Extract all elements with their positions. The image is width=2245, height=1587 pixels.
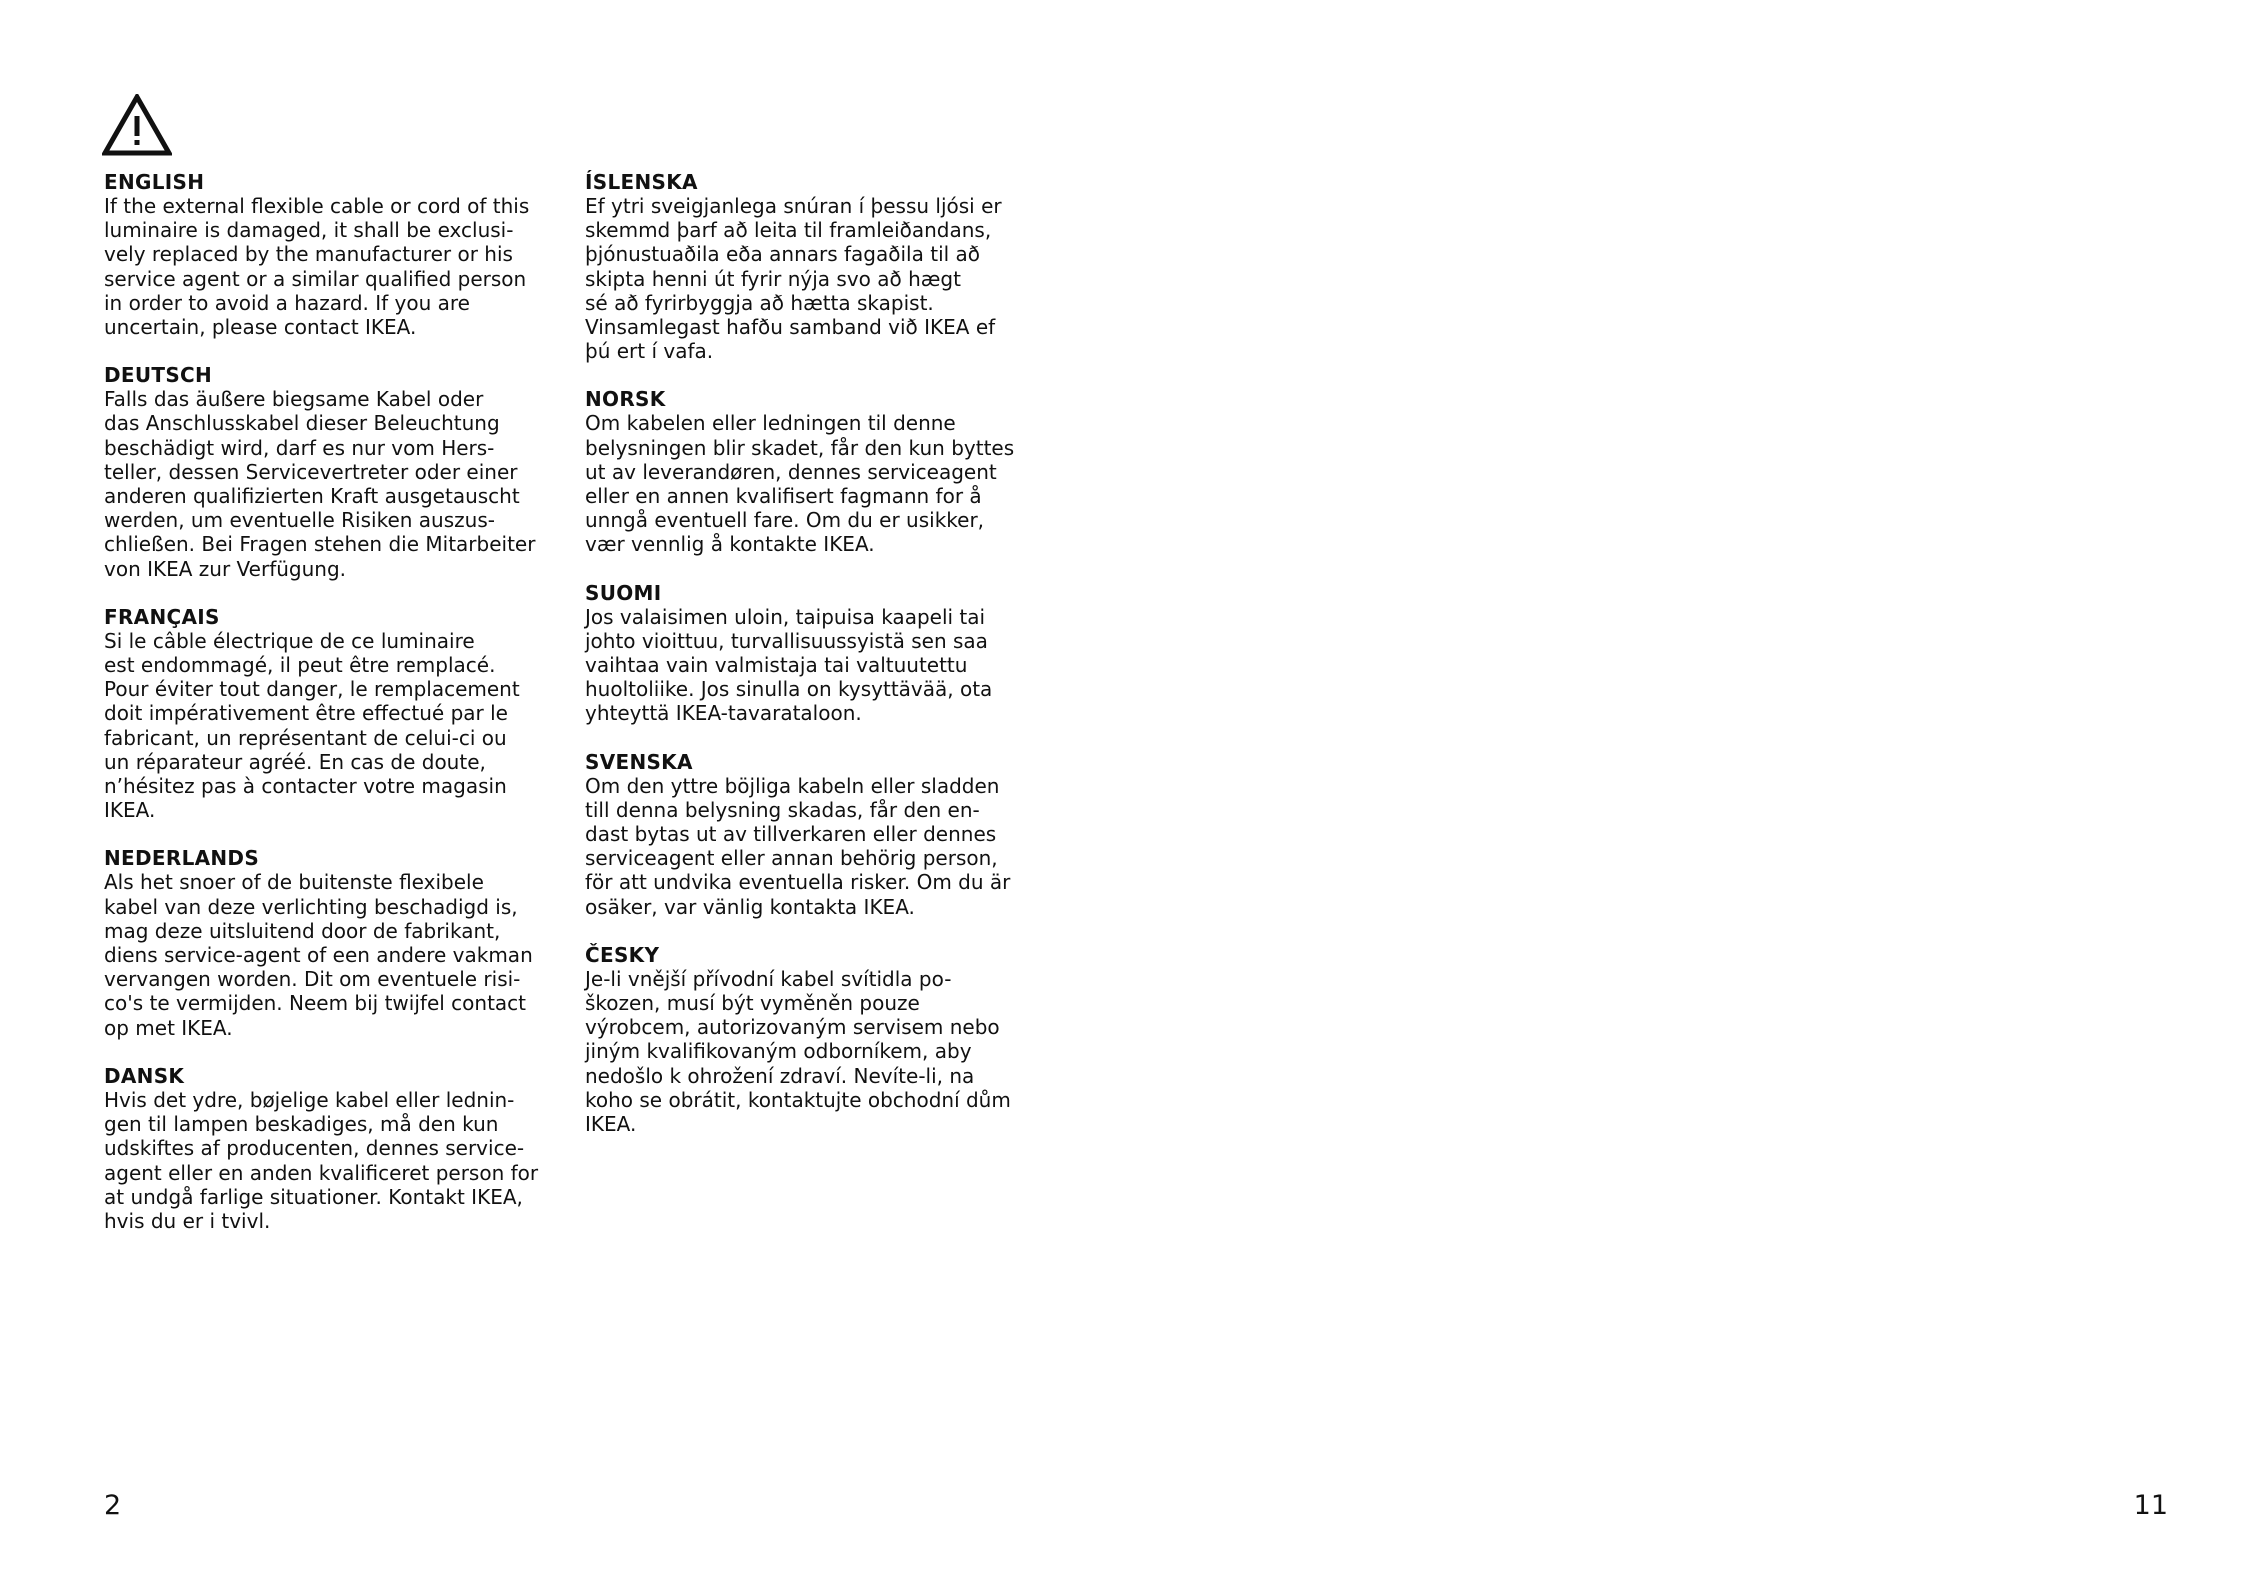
section-text: Je-li vnější přívodní kabel svítidla po- škozen, musí být vyměněn pouze výrobcem, autorizovaným servisem nebo jiným kvalifikovaným odborníkem, aby nedošlo k ohrožení zdraví. Nevíte-li, na koho se obrátit, kontaktujte obchodní dům IKEA. <box>585 966 1011 1137</box>
section-title: NORSK <box>585 387 666 412</box>
right-column <box>585 170 1045 1160</box>
section-title: ÍSLENSKA <box>585 170 698 194</box>
left-column <box>104 170 564 1257</box>
section-title: DEUTSCH <box>104 363 213 388</box>
section-title: NEDERLANDS <box>104 846 260 871</box>
section-francais <box>104 605 564 823</box>
section-title: ENGLISH <box>104 170 205 194</box>
page-number-left: 2 <box>104 1490 122 1521</box>
section-title: SVENSKA <box>585 749 693 774</box>
page-number-right: 11 <box>2133 1490 2168 1521</box>
section-english <box>104 170 564 339</box>
section-title: FRANÇAIS <box>104 604 220 629</box>
section-deutsch <box>104 363 564 581</box>
section-cesky <box>585 943 1045 1136</box>
section-nederlands <box>104 846 564 1039</box>
section-suomi <box>585 581 1045 726</box>
section-text: Om kabelen eller ledningen til denne belysningen blir skadet, får den kun byttes ut av leverandøren, dennes serviceagent eller en annen kvalifisert fagmann for å unngå eventuell fare. Om du er usikker, vær vennlig å kontakte IKEA. <box>585 411 1015 557</box>
section-text: Als het snoer of de buitenste flexibele kabel van deze verlichting beschadigd is, mag deze uitsluitend door de fabrikant, diens service-agent of een andere vakman vervangen worden. Dit om eventuele risi- co's te vermijden. Neem bij twijfel contact op met IKEA. <box>104 870 533 1040</box>
section-title: ČESKY <box>585 942 660 967</box>
section-text: Hvis det ydre, bøjelige kabel eller lednin- gen til lampen beskadiges, må den kun udskiftes af producenten, dennes service- agent eller en anden kvalificeret person for at undgå farlige situationer. Kontakt IKEA, hvis du er i tvivl. <box>104 1087 539 1233</box>
section-islenska <box>585 170 1045 363</box>
section-text: Si le câble électrique de ce luminaire est endommagé, il peut être remplacé. Pour éviter tout danger, le remplacement doit impérativement être effectué par le fabricant, un représentant de celui-ci ou un réparateur agréé. En cas de doute, n’hésitez pas à contacter votre magasin IKEA. <box>104 628 520 823</box>
section-svenska <box>585 750 1045 919</box>
warning-triangle-icon <box>102 94 172 156</box>
section-norsk <box>585 387 1045 556</box>
section-text: Jos valaisimen uloin, taipuisa kaapeli tai johto vioittuu, turvallisuussyistä sen saa vaihtaa vain valmistaja tai valtuutettu huoltoliike. Jos sinulla on kysyttävää, ota yhteyttä IKEA-tavarataloon. <box>585 604 993 726</box>
section-title: SUOMI <box>585 580 662 605</box>
section-text: If the external flexible cable or cord of this luminaire is damaged, it shall be exclusi- vely replaced by the manufacturer or his service agent or a similar qualified person in order to avoid a hazard. If you are uncertain, please contact IKEA. <box>104 194 530 340</box>
section-text: Ef ytri sveigjanlega snúran í þessu ljósi er skemmd þarf að leita til framleiðandans, þjónustuaðila eða annars fagaðila til að skipta henni út fyrir nýja svo að hægt sé að fyrirbyggja að hætta skapist. Vinsamlegast hafðu samband við IKEA ef þú ert í vafa. <box>585 194 1002 364</box>
section-dansk <box>104 1064 564 1233</box>
section-text: Falls das äußere biegsame Kabel oder das Anschlusskabel dieser Beleuchtung beschädigt wird, darf es nur vom Hers- teller, dessen Servicevertreter oder einer anderen qualifizierten Kraft ausgetauscht werden, um eventuelle Risiken auszus- chließen. Bei Fragen stehen die Mitarbeiter von IKEA zur Verfügung. <box>104 387 536 581</box>
section-title: DANSK <box>104 1063 185 1088</box>
section-text: Om den yttre böjliga kabeln eller sladden till denna belysning skadas, får den en- dast bytas ut av tillverkaren eller dennes serviceagent eller annan behörig person, för att undvika eventuella risker. Om du är osäker, var vänlig kontakta IKEA. <box>585 773 1011 919</box>
